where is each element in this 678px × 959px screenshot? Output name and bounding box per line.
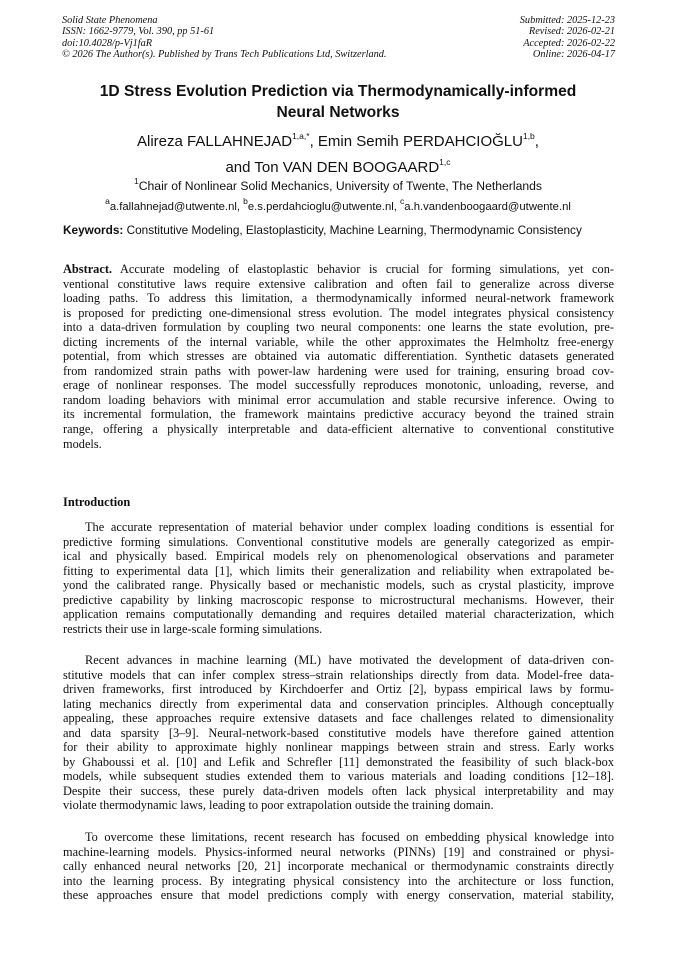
- paragraph-line: predictive capability by linking macroscopic response to microstructural mechanisms. However, their: [63, 592, 614, 607]
- copyright-line: © 2026 The Author(s). Published by Trans Tech Publications Ltd, Switzerland.: [62, 48, 387, 60]
- email-a[interactable]: a.fallahnejad@utwente.nl,: [109, 200, 244, 213]
- paragraph-line: To overcome these limitations, recent research has focused on embedding physical knowledge into: [85, 830, 614, 844]
- revised-date: Revised: 2026-02-21: [528, 26, 615, 38]
- abstract-label: Abstract.: [63, 262, 113, 276]
- email-c[interactable]: a.h.vandenboogaard@utwente.nl: [404, 200, 571, 213]
- paragraph-line: restricts their use in large-scale forming simulations.: [63, 621, 323, 636]
- intro-paragraph-3: [63, 830, 614, 903]
- paragraph-line: appealing, these approaches require extensive datasets and face challenges related to dimensionality: [63, 711, 614, 726]
- paragraph-line: stitutive models that can infer complex stress–strain relationships directly from data. Model-free data-: [63, 667, 614, 682]
- intro-paragraph-2: [63, 653, 614, 813]
- paragraph-line: into the learning process. By integrating physical consistency into the architecture or loss function,: [63, 873, 614, 888]
- paragraph-line: models, while subsequent studies extended them to various materials and loading conditions [12–18].: [63, 769, 614, 784]
- author-emails: [62, 195, 614, 215]
- paragraph-line: Recent advances in machine learning (ML) have motivated the development of data-driven con-: [85, 653, 614, 667]
- publication-dates: [520, 15, 615, 60]
- abstract-line: range, offering a physically interpretable and data-efficient alternative to conventional constitutive: [63, 422, 614, 437]
- journal-info: [62, 15, 386, 60]
- doi-line: doi:10.4028/p-Vj1faR: [62, 37, 153, 49]
- abstract-line: is proposed for predicting one-dimensional stress evolution. The model integrates physical consistency: [63, 305, 614, 320]
- keywords-text: Constitutive Modeling, Elastoplasticity, Machine Learning, Thermodynamic Consistency: [123, 223, 582, 237]
- email-b[interactable]: e.s.perdahcioglu@utwente.nl,: [247, 200, 401, 213]
- section-heading-introduction: Introduction: [63, 495, 131, 509]
- affiliation-text: Chair of Nonlinear Solid Mechanics, University of Twente, The Netherlands: [138, 179, 543, 194]
- paragraph-line: The accurate representation of material behavior under complex loading conditions is essential for: [85, 520, 614, 534]
- abstract-line: [63, 262, 614, 277]
- paragraph-line: and data sparsity [3–9]. Neural-network-based constitutive models have therefore gained attention: [63, 725, 614, 740]
- author-1: Alireza FALLAHNEJAD: [137, 133, 293, 150]
- paragraph-line: lating mechanics directly from experimental data and conservation principles. Although conceptually: [63, 696, 614, 711]
- abstract: [63, 262, 614, 451]
- intro-paragraph-1: [63, 520, 614, 636]
- paragraph-line: these approaches ensure that model predictions comply with energy conservation, material stability,: [63, 888, 614, 903]
- author-3: and Ton VAN DEN BOOGAARD: [225, 158, 440, 176]
- abstract-line: dicting increments of the internal variable, while the other approximates the Helmholtz free-energy: [63, 334, 614, 349]
- email-c-mark: c: [400, 196, 405, 206]
- paragraph-line: by Ghaboussi et al. [10] and Lefik and Schrefler [11] demonstrated the feasibility of such black-box: [63, 754, 614, 769]
- paragraph-line: cally enhanced neural networks [20, 21] incorporate mechanical or thermodynamic constraints directly: [63, 859, 614, 874]
- abstract-line: ventional constitutive laws require extensive calibration and often fail to generalize across diverse: [63, 276, 614, 291]
- author-2: , Emin Semih PERDAHCIOĞLU: [309, 133, 523, 150]
- email-a-mark: a: [105, 196, 110, 206]
- author-2-marks: 1,b: [522, 131, 535, 141]
- abstract-line: potential, from which stresses are obtained via automatic differentiation. Synthetic datasets generated: [63, 349, 614, 364]
- paragraph-line: application remains computationally demanding and requires detailed material characterization, which: [63, 607, 614, 622]
- online-date: Online: 2026-04-17: [532, 48, 615, 60]
- abstract-line: into a data-driven formulation by coupling two neural components: one learns the state evolution, pre-: [63, 320, 614, 335]
- affiliation-mark: 1: [133, 176, 139, 186]
- abstract-line: erage of nonlinear responses. The model successfully reproduces monotonic, unloading, reverse, and: [63, 378, 614, 393]
- journal-name: Solid State Phenomena: [62, 15, 158, 26]
- abstract-line: random loading behaviors with minimal error accumulation and stable recursive inference. Owing to: [63, 392, 614, 407]
- paragraph-line: predictive forming simulations. Conventional constitutive models are generally categorized as empir-: [63, 534, 614, 549]
- paragraph-line: machine-learning models. Physics-informed neural networks (PINNs) [19] and constrained or physi-: [63, 844, 614, 859]
- abstract-line: loading paths. To address this limitation, a thermodynamically informed neural-network framework: [63, 291, 614, 306]
- accepted-date: Accepted: 2026-02-22: [523, 37, 615, 49]
- paragraph-line: driven frameworks, first introduced by Kirchdoerfer and Ortiz [2], bypass empirical laws by formu-: [63, 682, 614, 697]
- title-line-2: Neural Networks: [276, 103, 400, 121]
- title-line-1: 1D Stress Evolution Prediction via Thermodynamically-informed: [99, 83, 577, 100]
- abstract-text: Accurate modeling of elastoplastic behavior is crucial for forming simulations, yet con-: [112, 262, 614, 276]
- paper-title: [62, 82, 614, 123]
- author-separator: ,: [534, 133, 539, 150]
- submitted-date: Submitted: 2025-12-23: [519, 15, 615, 26]
- keywords-label: Keywords:: [63, 223, 124, 237]
- paragraph-line: fitting to experimental data [1], which limits their generalization and reliability when extrapolated be-: [63, 563, 614, 578]
- paragraph-line: yond the calibrated range. Physically based or mechanistic models, such as crystal plasticity, improve: [63, 578, 614, 593]
- author-3-marks: 1,c: [439, 156, 451, 167]
- issn-line: ISSN: 1662-9779, Vol. 390, pp 51-61: [62, 26, 215, 38]
- email-b-mark: b: [243, 196, 248, 206]
- paragraph-line: violate thermodynamic laws, leading to poor extrapolation outside the training domain.: [63, 798, 494, 813]
- paragraph-line: Despite their success, these purely data-driven models often lack physical interpretability and may: [63, 783, 614, 798]
- abstract-line: models.: [63, 436, 102, 451]
- author-list: [62, 127, 614, 178]
- abstract-line: from randomized strain paths with power-law hardening were used for training, ensuring broad cov-: [63, 363, 614, 378]
- abstract-line: its incremental formulation, the framework maintains predictive accuracy beyond the trained strain: [63, 407, 614, 422]
- paragraph-line: for their ability to approximate highly nonlinear mappings between strain and stress. Early works: [63, 740, 614, 755]
- affiliation: [62, 175, 614, 194]
- keywords: [63, 223, 615, 238]
- paragraph-line: ical and physically based. Empirical models rely on phenomenological observations and parameter: [63, 549, 614, 564]
- author-1-marks: 1,a,*: [292, 131, 310, 141]
